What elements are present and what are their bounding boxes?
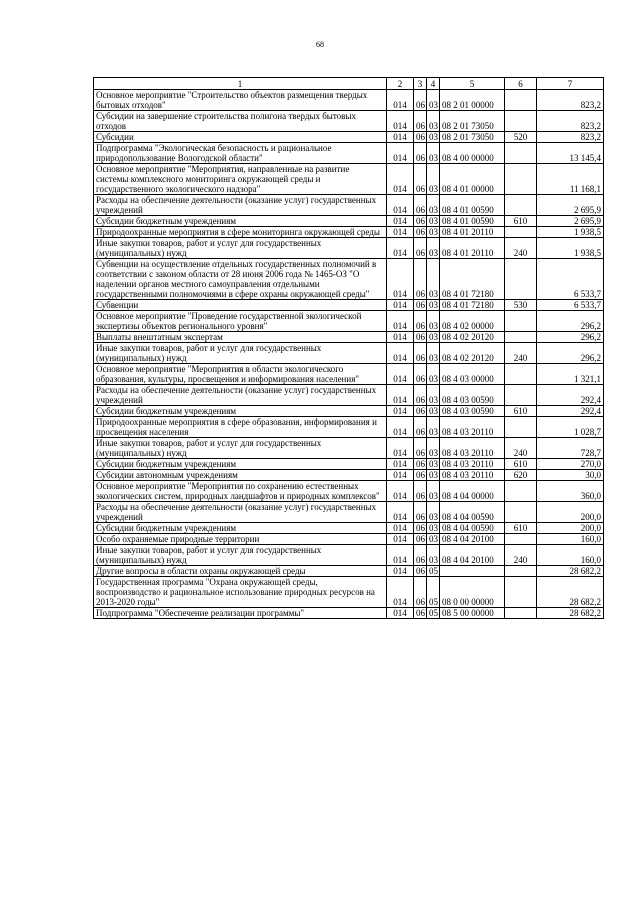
subsection-code: 03 xyxy=(427,343,440,364)
section-code: 06 xyxy=(414,534,427,545)
table-row xyxy=(94,332,604,343)
table-row xyxy=(94,438,604,459)
expense-type-code xyxy=(505,364,537,385)
ministry-code: 014 xyxy=(387,406,414,417)
expense-type-code xyxy=(505,332,537,343)
table-row xyxy=(94,523,604,534)
ministry-code: 014 xyxy=(387,608,414,619)
table-row xyxy=(94,300,604,311)
target-article-code: 08 2 01 73050 xyxy=(440,132,505,143)
item-name: Особо охраняемые природные территории xyxy=(94,534,387,545)
item-name: Иные закупки товаров, работ и услуг для государственных (муниципальных) нужд xyxy=(94,343,387,364)
subsection-code: 03 xyxy=(427,300,440,311)
amount: 28 682,2 xyxy=(537,577,604,608)
ministry-code: 014 xyxy=(387,195,414,216)
table-row xyxy=(94,502,604,523)
section-code: 06 xyxy=(414,459,427,470)
target-article-code: 08 2 01 73050 xyxy=(440,111,505,132)
section-code: 06 xyxy=(414,300,427,311)
subsection-code: 03 xyxy=(427,111,440,132)
amount: 728,7 xyxy=(537,438,604,459)
table-row xyxy=(94,577,604,608)
expense-type-code: 520 xyxy=(505,132,537,143)
target-article-code: 08 4 04 20100 xyxy=(440,534,505,545)
ministry-code: 014 xyxy=(387,459,414,470)
subsection-code: 03 xyxy=(427,459,440,470)
expense-type-code: 530 xyxy=(505,300,537,311)
amount: 296,2 xyxy=(537,311,604,332)
target-article-code: 08 4 03 20110 xyxy=(440,470,505,481)
item-name: Субсидии бюджетным учреждениям xyxy=(94,459,387,470)
ministry-code: 014 xyxy=(387,577,414,608)
table-row xyxy=(94,545,604,566)
header-col-5: 5 xyxy=(440,78,505,90)
header-col-7: 7 xyxy=(537,78,604,90)
ministry-code: 014 xyxy=(387,364,414,385)
amount: 296,2 xyxy=(537,343,604,364)
subsection-code: 03 xyxy=(427,523,440,534)
amount: 2 695,9 xyxy=(537,195,604,216)
amount: 1 028,7 xyxy=(537,417,604,438)
section-code: 06 xyxy=(414,417,427,438)
item-name: Основное мероприятие "Проведение государственной экологической экспертизы объектов регионального уровня" xyxy=(94,311,387,332)
section-code: 06 xyxy=(414,502,427,523)
section-code: 06 xyxy=(414,343,427,364)
expense-type-code xyxy=(505,566,537,577)
subsection-code: 03 xyxy=(427,470,440,481)
table-row xyxy=(94,608,604,619)
expense-type-code xyxy=(505,259,537,300)
item-name: Субвенции на осуществление отдельных государственных полномочий в соответствии с законом области от 28 июня 2006 года № 1465-ОЗ "О наделении органов местного самоуправления отдельными государственными полномочиями в сфере охраны окружающей среды" xyxy=(94,259,387,300)
target-article-code: 08 4 03 20110 xyxy=(440,438,505,459)
table-row xyxy=(94,311,604,332)
target-article-code: 08 5 00 00000 xyxy=(440,608,505,619)
target-article-code: 08 4 01 72180 xyxy=(440,259,505,300)
table-row xyxy=(94,481,604,502)
item-name: Другие вопросы в области охраны окружающей среды xyxy=(94,566,387,577)
item-name: Субсидии бюджетным учреждениям xyxy=(94,406,387,417)
expense-type-code: 240 xyxy=(505,438,537,459)
ministry-code: 014 xyxy=(387,417,414,438)
item-name: Подпрограмма "Экологическая безопасность и рациональное природопользование Вологодской области" xyxy=(94,143,387,164)
target-article-code: 08 4 01 00590 xyxy=(440,216,505,227)
budget-table xyxy=(93,77,604,619)
ministry-code: 014 xyxy=(387,545,414,566)
section-code: 06 xyxy=(414,132,427,143)
table-row xyxy=(94,238,604,259)
expense-type-code xyxy=(505,195,537,216)
expense-type-code xyxy=(505,90,537,111)
ministry-code: 014 xyxy=(387,523,414,534)
subsection-code: 03 xyxy=(427,417,440,438)
header-row xyxy=(94,78,604,90)
section-code: 06 xyxy=(414,545,427,566)
amount: 160,0 xyxy=(537,534,604,545)
item-name: Субсидии xyxy=(94,132,387,143)
section-code: 06 xyxy=(414,364,427,385)
section-code: 06 xyxy=(414,332,427,343)
item-name: Субсидии автономным учреждениям xyxy=(94,470,387,481)
table-row xyxy=(94,132,604,143)
subsection-code: 05 xyxy=(427,608,440,619)
subsection-code: 03 xyxy=(427,332,440,343)
subsection-code: 03 xyxy=(427,481,440,502)
expense-type-code xyxy=(505,608,537,619)
table-row xyxy=(94,143,604,164)
subsection-code: 03 xyxy=(427,438,440,459)
expense-type-code xyxy=(505,481,537,502)
amount: 270,0 xyxy=(537,459,604,470)
ministry-code: 014 xyxy=(387,132,414,143)
expense-type-code xyxy=(505,577,537,608)
target-article-code: 08 0 00 00000 xyxy=(440,577,505,608)
header-col-2: 2 xyxy=(387,78,414,90)
ministry-code: 014 xyxy=(387,164,414,195)
header-col-6: 6 xyxy=(505,78,537,90)
target-article-code: 08 4 01 72180 xyxy=(440,300,505,311)
table-row xyxy=(94,534,604,545)
table-row xyxy=(94,259,604,300)
item-name: Субсидии бюджетным учреждениям xyxy=(94,523,387,534)
ministry-code: 014 xyxy=(387,385,414,406)
item-name: Основное мероприятие "Мероприятия, направленные на развитие системы комплексного мониторинга окружающей среды и государственного экологического надзора" xyxy=(94,164,387,195)
item-name: Субсидии бюджетным учреждениям xyxy=(94,216,387,227)
table-row xyxy=(94,417,604,438)
target-article-code: 08 4 03 20110 xyxy=(440,459,505,470)
subsection-code: 03 xyxy=(427,364,440,385)
amount: 292,4 xyxy=(537,406,604,417)
section-code: 06 xyxy=(414,406,427,417)
target-article-code: 08 4 03 00000 xyxy=(440,364,505,385)
section-code: 06 xyxy=(414,216,427,227)
target-article-code: 08 4 01 20110 xyxy=(440,238,505,259)
item-name: Иные закупки товаров, работ и услуг для государственных (муниципальных) нужд xyxy=(94,238,387,259)
table-row xyxy=(94,343,604,364)
item-name: Субсидии на завершение строительства полигона твердых бытовых отходов xyxy=(94,111,387,132)
ministry-code: 014 xyxy=(387,143,414,164)
subsection-code: 05 xyxy=(427,566,440,577)
expense-type-code xyxy=(505,311,537,332)
expense-type-code: 240 xyxy=(505,343,537,364)
header-col-1: 1 xyxy=(94,78,387,90)
target-article-code: 08 4 03 00590 xyxy=(440,406,505,417)
section-code: 06 xyxy=(414,577,427,608)
subsection-code: 03 xyxy=(427,311,440,332)
expense-type-code xyxy=(505,417,537,438)
table-row xyxy=(94,195,604,216)
expense-type-code xyxy=(505,143,537,164)
ministry-code: 014 xyxy=(387,502,414,523)
target-article-code: 08 4 03 20110 xyxy=(440,417,505,438)
subsection-code: 05 xyxy=(427,577,440,608)
expense-type-code xyxy=(505,502,537,523)
ministry-code: 014 xyxy=(387,343,414,364)
ministry-code: 014 xyxy=(387,566,414,577)
section-code: 06 xyxy=(414,438,427,459)
ministry-code: 014 xyxy=(387,311,414,332)
subsection-code: 03 xyxy=(427,132,440,143)
page-number: 68 xyxy=(316,40,324,49)
ministry-code: 014 xyxy=(387,216,414,227)
header-col-3: 3 xyxy=(414,78,427,90)
subsection-code: 03 xyxy=(427,195,440,216)
section-code: 06 xyxy=(414,259,427,300)
amount: 200,0 xyxy=(537,523,604,534)
subsection-code: 03 xyxy=(427,216,440,227)
item-name: Иные закупки товаров, работ и услуг для государственных (муниципальных) нужд xyxy=(94,438,387,459)
table-body xyxy=(94,90,604,619)
section-code: 06 xyxy=(414,385,427,406)
expense-type-code xyxy=(505,385,537,406)
section-code: 06 xyxy=(414,311,427,332)
item-name: Расходы на обеспечение деятельности (оказание услуг) государственных учреждений xyxy=(94,385,387,406)
table-row xyxy=(94,385,604,406)
item-name: Основное мероприятие "Мероприятия по сохранению естественных экологических систем, природных ландшафтов и природных комплексов" xyxy=(94,481,387,502)
target-article-code xyxy=(440,566,505,577)
amount: 30,0 xyxy=(537,470,604,481)
ministry-code: 014 xyxy=(387,470,414,481)
amount: 13 145,4 xyxy=(537,143,604,164)
ministry-code: 014 xyxy=(387,300,414,311)
amount: 2 695,9 xyxy=(537,216,604,227)
section-code: 06 xyxy=(414,470,427,481)
ministry-code: 014 xyxy=(387,481,414,502)
table-row xyxy=(94,216,604,227)
item-name: Иные закупки товаров, работ и услуг для государственных (муниципальных) нужд xyxy=(94,545,387,566)
item-name: Основное мероприятие "Мероприятия в области экологического образования, культуры, просвещения и информирования населения" xyxy=(94,364,387,385)
expense-type-code xyxy=(505,164,537,195)
expense-type-code xyxy=(505,111,537,132)
subsection-code: 03 xyxy=(427,90,440,111)
subsection-code: 03 xyxy=(427,164,440,195)
amount: 292,4 xyxy=(537,385,604,406)
section-code: 06 xyxy=(414,481,427,502)
table-row xyxy=(94,164,604,195)
amount: 1 321,1 xyxy=(537,364,604,385)
section-code: 06 xyxy=(414,195,427,216)
subsection-code: 03 xyxy=(427,143,440,164)
ministry-code: 014 xyxy=(387,90,414,111)
amount: 1 938,5 xyxy=(537,227,604,238)
section-code: 06 xyxy=(414,566,427,577)
item-name: Расходы на обеспечение деятельности (оказание услуг) государственных учреждений xyxy=(94,195,387,216)
subsection-code: 03 xyxy=(427,545,440,566)
amount: 823,2 xyxy=(537,132,604,143)
section-code: 06 xyxy=(414,608,427,619)
ministry-code: 014 xyxy=(387,238,414,259)
expense-type-code xyxy=(505,227,537,238)
ministry-code: 014 xyxy=(387,111,414,132)
ministry-code: 014 xyxy=(387,259,414,300)
target-article-code: 08 4 01 00590 xyxy=(440,195,505,216)
target-article-code: 08 4 03 00590 xyxy=(440,385,505,406)
item-name: Основное мероприятие "Строительство объектов размещения твердых бытовых отходов" xyxy=(94,90,387,111)
target-article-code: 08 4 01 20110 xyxy=(440,227,505,238)
amount: 823,2 xyxy=(537,90,604,111)
item-name: Выплаты внештатным экспертам xyxy=(94,332,387,343)
item-name: Природоохранные мероприятия в сфере мониторинга окружающей среды xyxy=(94,227,387,238)
subsection-code: 03 xyxy=(427,385,440,406)
table-row xyxy=(94,227,604,238)
expense-type-code xyxy=(505,534,537,545)
subsection-code: 03 xyxy=(427,534,440,545)
expense-type-code: 610 xyxy=(505,216,537,227)
expense-type-code: 240 xyxy=(505,238,537,259)
table-row xyxy=(94,364,604,385)
expense-type-code: 610 xyxy=(505,406,537,417)
ministry-code: 014 xyxy=(387,534,414,545)
section-code: 06 xyxy=(414,143,427,164)
ministry-code: 014 xyxy=(387,227,414,238)
amount: 160,0 xyxy=(537,545,604,566)
amount: 823,2 xyxy=(537,111,604,132)
expense-type-code: 620 xyxy=(505,470,537,481)
section-code: 06 xyxy=(414,90,427,111)
item-name: Природоохранные мероприятия в сфере образования, информирования и просвещения населения xyxy=(94,417,387,438)
item-name: Подпрограмма "Обеспечение реализации программы" xyxy=(94,608,387,619)
subsection-code: 03 xyxy=(427,238,440,259)
subsection-code: 03 xyxy=(427,502,440,523)
target-article-code: 08 4 04 00590 xyxy=(440,502,505,523)
section-code: 06 xyxy=(414,164,427,195)
target-article-code: 08 4 02 20120 xyxy=(440,332,505,343)
target-article-code: 08 4 04 00590 xyxy=(440,523,505,534)
amount: 6 533,7 xyxy=(537,259,604,300)
amount: 296,2 xyxy=(537,332,604,343)
amount: 1 938,5 xyxy=(537,238,604,259)
subsection-code: 03 xyxy=(427,259,440,300)
table-row xyxy=(94,90,604,111)
target-article-code: 08 4 01 00000 xyxy=(440,164,505,195)
table-row xyxy=(94,566,604,577)
amount: 28 682,2 xyxy=(537,566,604,577)
item-name: Расходы на обеспечение деятельности (оказание услуг) государственных учреждений xyxy=(94,502,387,523)
ministry-code: 014 xyxy=(387,332,414,343)
amount: 11 168,1 xyxy=(537,164,604,195)
target-article-code: 08 4 04 20100 xyxy=(440,545,505,566)
amount: 28 682,2 xyxy=(537,608,604,619)
header-col-4: 4 xyxy=(427,78,440,90)
expense-type-code: 610 xyxy=(505,523,537,534)
table-row xyxy=(94,459,604,470)
subsection-code: 03 xyxy=(427,227,440,238)
table-row xyxy=(94,406,604,417)
target-article-code: 08 4 02 20120 xyxy=(440,343,505,364)
section-code: 06 xyxy=(414,238,427,259)
expense-type-code: 610 xyxy=(505,459,537,470)
target-article-code: 08 4 00 00000 xyxy=(440,143,505,164)
target-article-code: 08 4 02 00000 xyxy=(440,311,505,332)
section-code: 06 xyxy=(414,523,427,534)
item-name: Субвенции xyxy=(94,300,387,311)
amount: 200,0 xyxy=(537,502,604,523)
amount: 6 533,7 xyxy=(537,300,604,311)
table-row xyxy=(94,111,604,132)
target-article-code: 08 2 01 00000 xyxy=(440,90,505,111)
amount: 360,0 xyxy=(537,481,604,502)
target-article-code: 08 4 04 00000 xyxy=(440,481,505,502)
item-name: Государственная программа "Охрана окружающей среды, воспроизводство и рациональное использование природных ресурсов на 2013-2020 годы" xyxy=(94,577,387,608)
section-code: 06 xyxy=(414,111,427,132)
expense-type-code: 240 xyxy=(505,545,537,566)
table-row xyxy=(94,470,604,481)
ministry-code: 014 xyxy=(387,438,414,459)
subsection-code: 03 xyxy=(427,406,440,417)
section-code: 06 xyxy=(414,227,427,238)
